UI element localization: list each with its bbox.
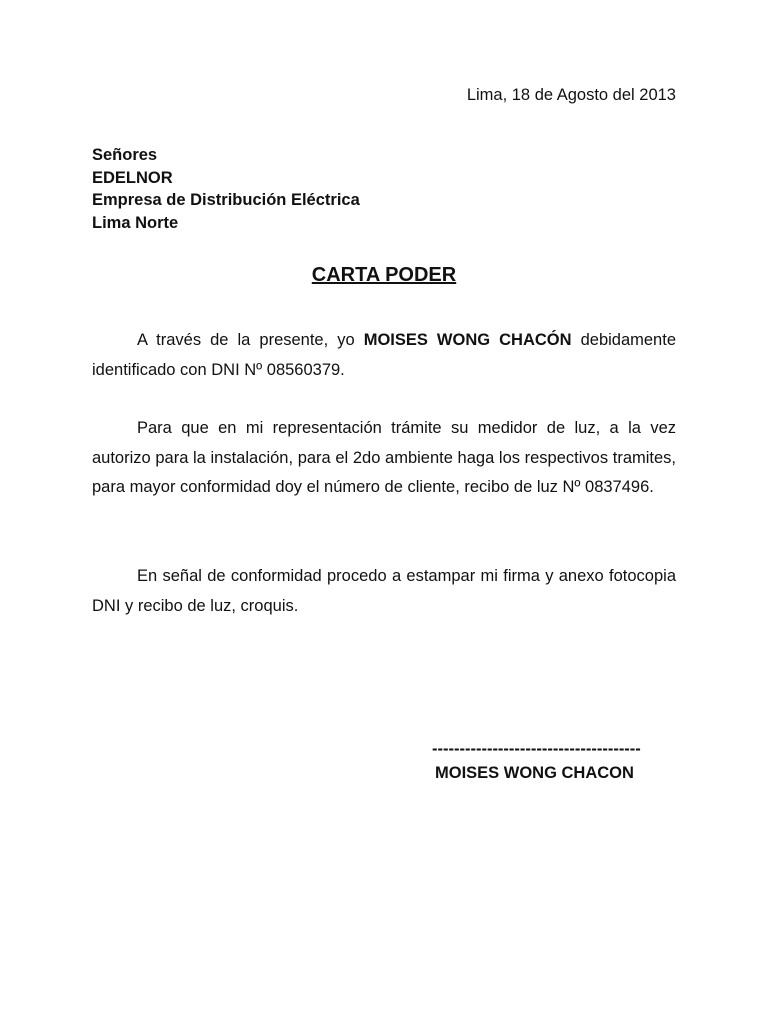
paragraph-identification-suffix: debidamente identificado con DNI Nº 08560379. (92, 331, 676, 379)
signature-name: MOISES WONG CHACON (435, 764, 634, 782)
paragraph-conformity: En señal de conformidad procedo a estampar mi firma y anexo fotocopia DNI y recibo de luz, croquis. (92, 567, 676, 615)
recipient-salutation: Señores (92, 146, 158, 164)
grantor-name: MOISES WONG CHACÓN (363, 331, 572, 349)
paragraph-authorization: Para que en mi representación trámite su medidor de luz, a la vez autorizo para la instalación, para el 2do ambiente haga los respectivos tramites, para mayor conformidad doy el número de cliente, recibo de luz Nº 0837496. (92, 419, 676, 496)
recipient-company-full-name: Empresa de Distribución Eléctrica (92, 191, 360, 209)
paragraph-identification-prefix: A través de la presente, yo (137, 331, 364, 349)
letter-title: CARTA PODER (311, 264, 457, 286)
recipient-region: Lima Norte (92, 213, 179, 232)
recipient-block (92, 144, 360, 234)
signature-line: -------------------------------------- (432, 740, 641, 758)
letter-date: Lima, 18 de Agosto del 2013 (466, 86, 676, 104)
recipient-company: EDELNOR (92, 168, 173, 187)
paragraph-identification (92, 326, 676, 385)
